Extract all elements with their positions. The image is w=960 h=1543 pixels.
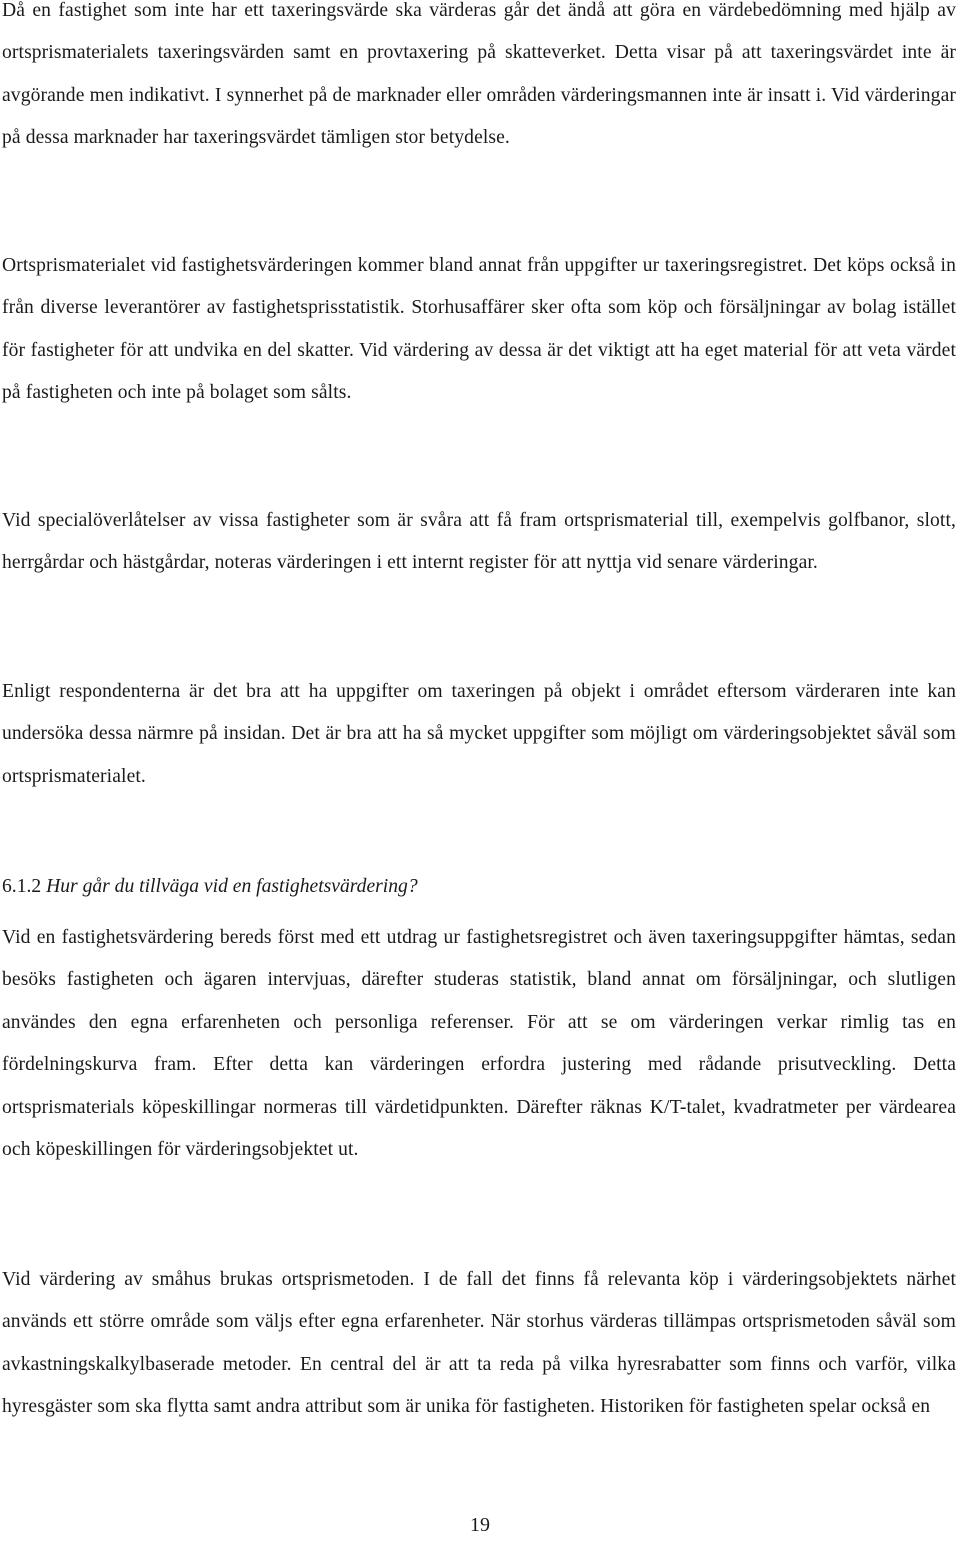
section-title: Hur går du tillväga vid en fastighetsvärdering? (46, 876, 418, 897)
paragraph-respondenterna: Enligt respondenterna är det bra att ha uppgifter om taxeringen på objekt i området eftersom värderaren inte kan undersöka dessa närmre på insidan. Det är bra att ha så mycket uppgifter som möjligt om värderingsobjektet såväl som ortsprismaterialet. (2, 681, 956, 787)
section-number: 6.1.2 (2, 876, 42, 897)
paragraph-ortsprismaterialet: Ortsprismaterialet vid fastighetsvärderingen kommer bland annat från uppgifter ur taxeringsregistret. Det köps också in från diverse leverantörer av fastighetsprisstatistik. Storhusaffärer sker ofta som köp och försäljningar av bolag istället för fastigheter för att undvika en del skatter. Vid värdering av dessa är det viktigt att ha eget material för att veta värdet på fastigheten och inte på bolaget som sålts. (2, 255, 956, 404)
paragraph-smahus: Vid värdering av småhus brukas ortsprismetoden. I de fall det finns få relevanta köp i värderingsobjektets närhet används ett större område som väljs efter egna erfarenheter. När storhus värderas tillämpas ortsprismetoden såväl som avkastningskalkylbaserade metoder. En central del är att ta reda på vilka hyresrabatter som finns och varför, vilka hyresgäster som ska flytta samt andra attribut som är unika för fastigheten. Historiken för fastigheten spelar också en (2, 1269, 956, 1418)
paragraph-specialoverlatelser: Vid specialöverlåtelser av vissa fastigheter som är svåra att få fram ortsprismaterial till, exempelvis golfbanor, slott, herrgårdar och hästgårdar, noteras värderingen i ett internt register för att nyttja vid senare värderingar. (2, 510, 956, 574)
page-number: 19 (470, 1514, 490, 1536)
section-heading (2, 866, 418, 908)
paragraph-taxeringsvarde: Då en fastighet som inte har ett taxeringsvärde ska värderas går det ändå att göra en värdebedömning med hjälp av ortsprismaterialets taxeringsvärden samt en provtaxering på skatteverket. Detta visar på att taxeringsvärdet inte är avgörande men indikativt. I synnerhet på de marknader eller områden värderingsmannen inte är insatt i. Vid värderingar på dessa marknader har taxeringsvärdet tämligen stor betydelse. (2, 0, 956, 149)
paragraph-fastighetsvardering: Vid en fastighetsvärdering bereds först med ett utdrag ur fastighetsregistret och även taxeringsuppgifter hämtas, sedan besöks fastigheten och ägaren intervjuas, därefter studeras statistik, bland annat om försäljningar, och slutligen användes den egna erfarenheten och personliga referenser. För att se om värderingen verkar rimlig tas en fördelningskurva fram. Efter detta kan värderingen erfordra justering med rådande prisutveckling. Detta ortsprismaterials köpeskillingar normeras till värdetidpunkten. Därefter räknas K/T-talet, kvadratmeter per värdearea och köpeskillingen för värderingsobjektet ut. (2, 927, 956, 1161)
